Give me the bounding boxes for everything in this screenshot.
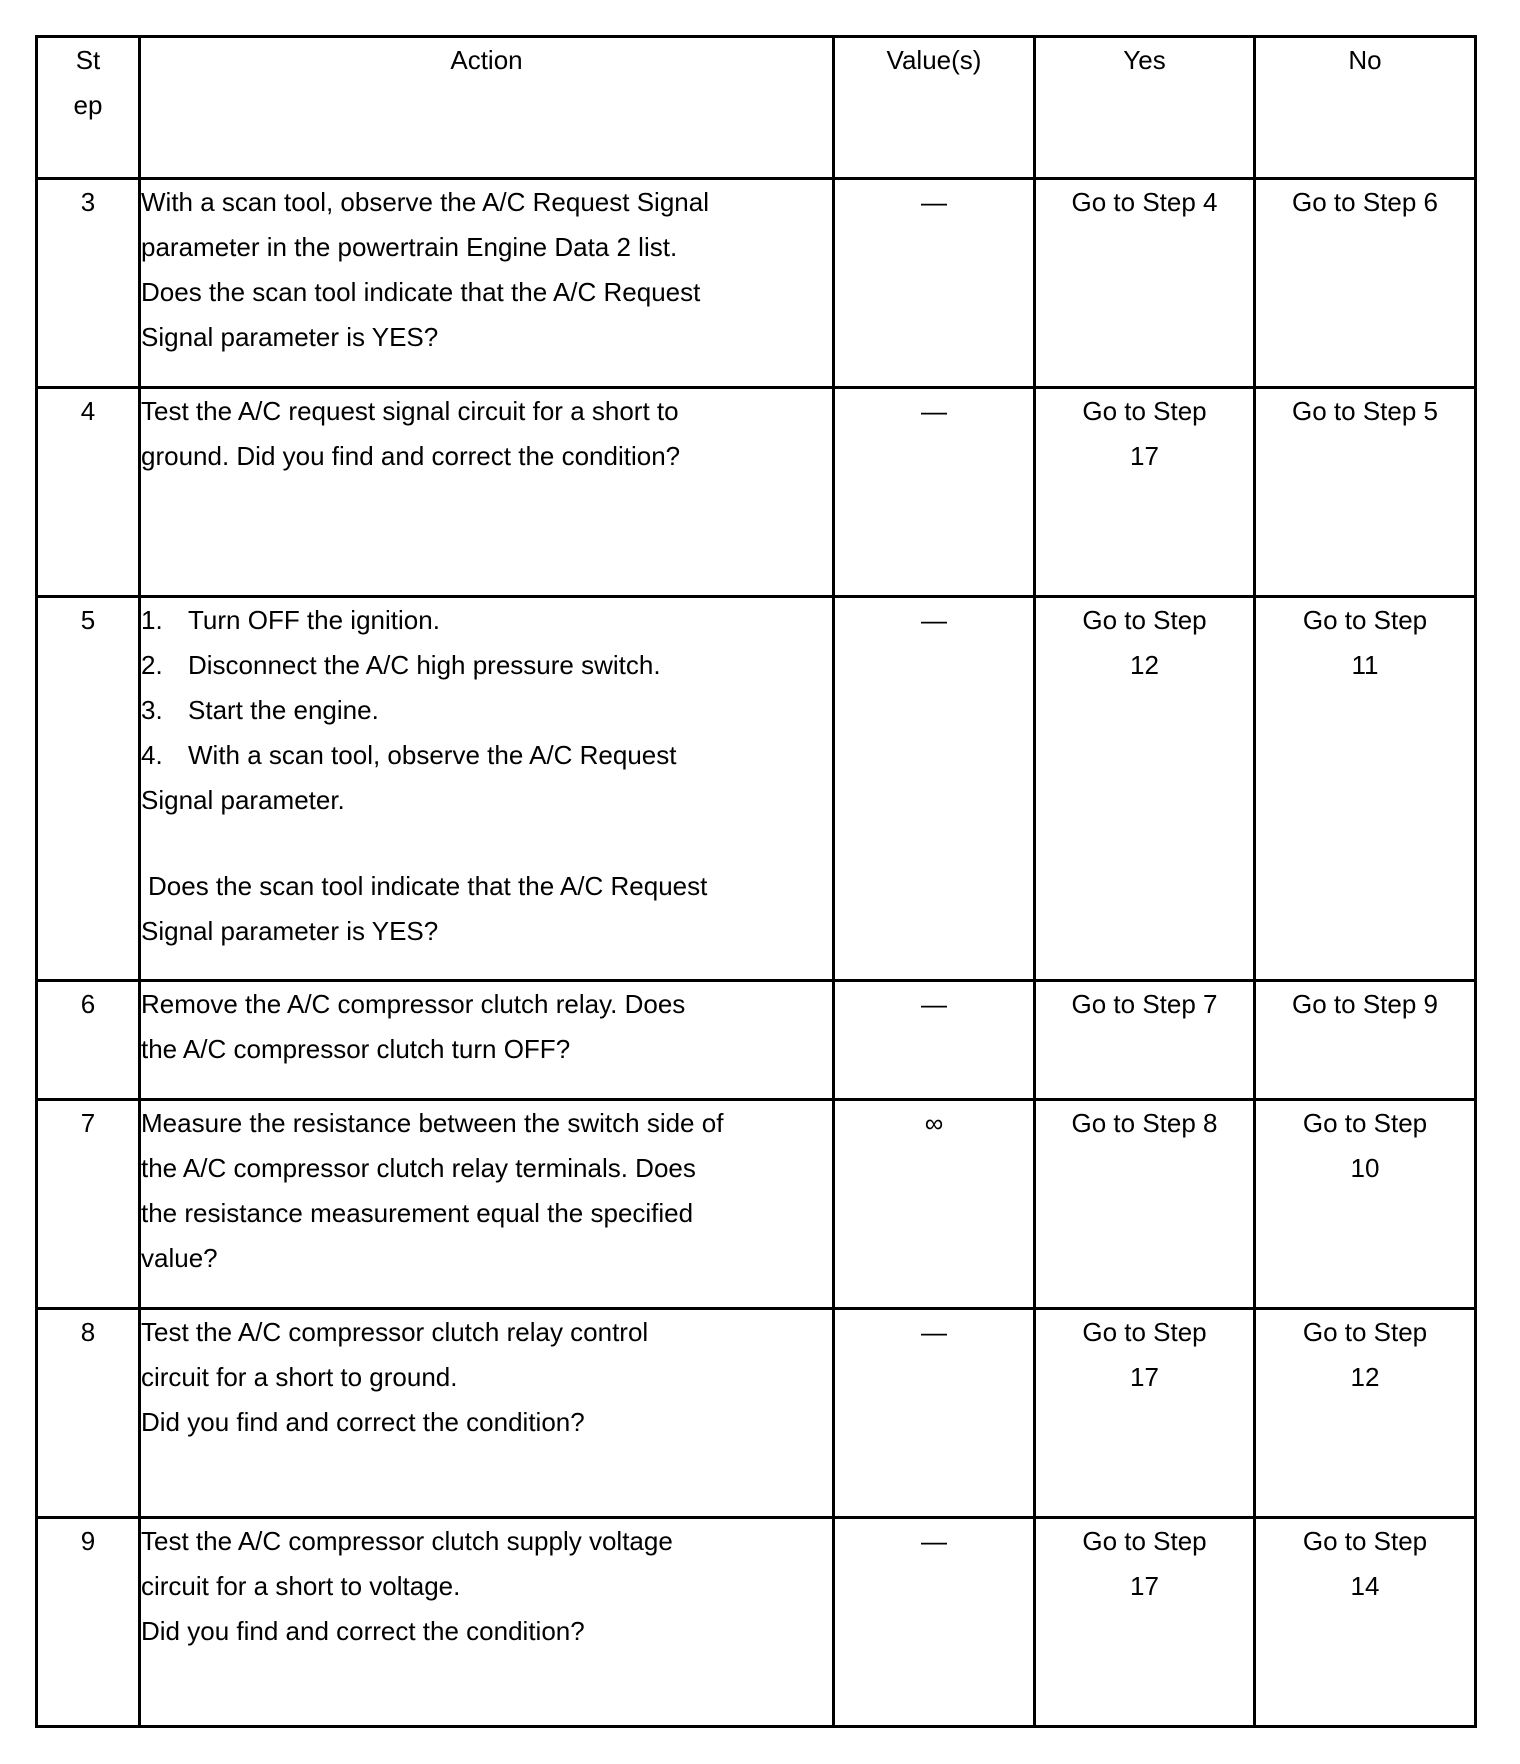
- yes-cell: Go to Step 4: [1035, 179, 1255, 388]
- action-cell: Test the A/C compressor clutch supply voltage circuit for a short to voltage. Did you find and correct the condition?: [140, 1518, 834, 1727]
- action-cell: Test the A/C request signal circuit for a short to ground. Did you find and correct the condition?: [140, 388, 834, 597]
- no-cell: Go to Step 5: [1255, 388, 1476, 597]
- action-cell: Test the A/C compressor clutch relay control circuit for a short to ground. Did you find and correct the condition?: [140, 1309, 834, 1518]
- table-row-step-5: [37, 597, 1476, 981]
- value-cell: —: [834, 179, 1035, 388]
- list-item: 3. Start the engine.: [141, 695, 379, 725]
- no-cell: Go to Step 6: [1255, 179, 1476, 388]
- step-number: 8: [37, 1309, 140, 1518]
- table-row-step-4: [37, 388, 1476, 597]
- action-cell: 1. Turn OFF the ignition. 2. Disconnect the A/C high pressure switch. 3. Start the engine. 4. With a scan tool, observe the A/C Request Signal parameter. Does the scan tool indicate that the A/C Request Signal parameter is YES?: [140, 597, 834, 981]
- table-row-step-9: [37, 1518, 1476, 1727]
- header-yes: Yes: [1035, 37, 1255, 179]
- header-step: St ep: [37, 37, 140, 179]
- step-number: 9: [37, 1518, 140, 1727]
- header-row: [37, 37, 1476, 179]
- table-row-step-3: [37, 179, 1476, 388]
- table-row-step-7: [37, 1100, 1476, 1309]
- list-item: 4. With a scan tool, observe the A/C Request: [141, 740, 677, 770]
- step-number: 3: [37, 179, 140, 388]
- value-cell: ∞: [834, 1100, 1035, 1309]
- diagnostic-table: [35, 35, 1477, 1728]
- list-item: 1. Turn OFF the ignition.: [141, 605, 440, 635]
- step-number: 7: [37, 1100, 140, 1309]
- step-number: 6: [37, 981, 140, 1100]
- yes-cell: Go to Step 8: [1035, 1100, 1255, 1309]
- yes-cell: Go to Step 12: [1035, 597, 1255, 981]
- action-cell: Measure the resistance between the switch side of the A/C compressor clutch relay terminals. Does the resistance measurement equal the specified value?: [140, 1100, 834, 1309]
- header-no: No: [1255, 37, 1476, 179]
- yes-cell: Go to Step 7: [1035, 981, 1255, 1100]
- yes-cell: Go to Step 17: [1035, 1518, 1255, 1727]
- step-number: 4: [37, 388, 140, 597]
- action-cell: With a scan tool, observe the A/C Request Signal parameter in the powertrain Engine Data 2 list. Does the scan tool indicate that the A/C Request Signal parameter is YES?: [140, 179, 834, 388]
- yes-cell: Go to Step 17: [1035, 1309, 1255, 1518]
- header-action: Action: [140, 37, 834, 179]
- no-cell: Go to Step 11: [1255, 597, 1476, 981]
- value-cell: —: [834, 597, 1035, 981]
- header-values: Value(s): [834, 37, 1035, 179]
- no-cell: Go to Step 14: [1255, 1518, 1476, 1727]
- no-cell: Go to Step 9: [1255, 981, 1476, 1100]
- value-cell: —: [834, 388, 1035, 597]
- step-number: 5: [37, 597, 140, 981]
- action-cell: Remove the A/C compressor clutch relay. Does the A/C compressor clutch turn OFF?: [140, 981, 834, 1100]
- list-item: 2. Disconnect the A/C high pressure switch.: [141, 650, 661, 680]
- no-cell: Go to Step 10: [1255, 1100, 1476, 1309]
- no-cell: Go to Step 12: [1255, 1309, 1476, 1518]
- value-cell: —: [834, 1309, 1035, 1518]
- table-row-step-8: [37, 1309, 1476, 1518]
- yes-cell: Go to Step 17: [1035, 388, 1255, 597]
- value-cell: —: [834, 1518, 1035, 1727]
- table-row-step-6: [37, 981, 1476, 1100]
- value-cell: —: [834, 981, 1035, 1100]
